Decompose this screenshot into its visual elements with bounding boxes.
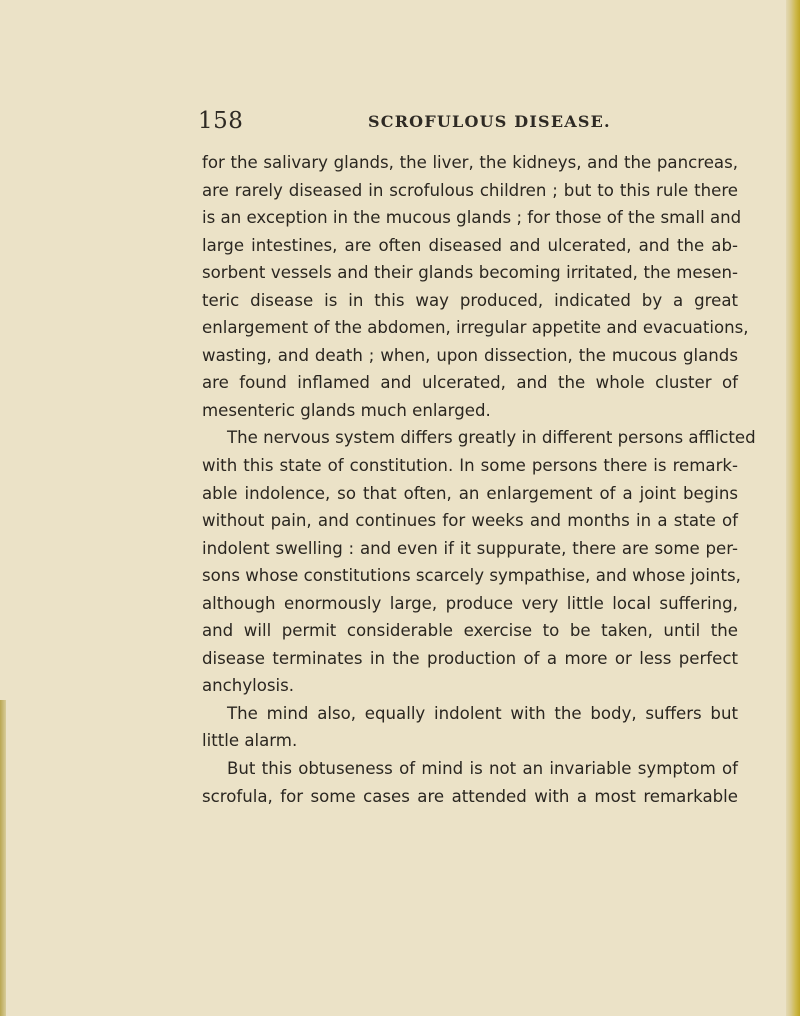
text-line: The nervous system differs greatly in different persons afflicted: [227, 428, 756, 448]
text-line: indolent swelling : and even if it suppurate, there are some per-: [202, 538, 738, 558]
text-line: anchylosis.: [202, 676, 295, 696]
text-line: able indolence, so that often, an enlargement of a joint begins: [202, 483, 738, 503]
paragraph: [202, 755, 738, 810]
text-line: little alarm.: [202, 731, 298, 751]
paragraph: [202, 700, 738, 755]
page-number: 158: [198, 108, 244, 134]
text-line: disease terminates in the production of a more or less perfect: [202, 648, 738, 668]
text-line: The mind also, equally indolent with the body, suffers but: [227, 703, 738, 723]
text-line: although enormously large, produce very little local suffering,: [202, 593, 738, 613]
text-line: But this obtuseness of mind is not an invariable symptom of: [227, 759, 738, 779]
text-line: without pain, and continues for weeks and months in a state of: [202, 511, 738, 531]
text-line: is an exception in the mucous glands ; for those of the small and: [202, 208, 742, 228]
text-line: sons whose constitutions scarcely sympathise, and whose joints,: [202, 566, 741, 586]
text-line: sorbent vessels and their glands becoming irritated, the mesen-: [202, 263, 738, 283]
text-line: enlargement of the abdomen, irregular appetite and evacuations,: [202, 318, 749, 338]
text-line: and will permit considerable exercise to be taken, until the: [202, 621, 738, 641]
text-line: with this state of constitution. In some persons there is remark-: [202, 456, 738, 476]
body-text: [202, 149, 756, 810]
text-line: mesenteric glands much enlarged.: [202, 400, 491, 420]
text-line: teric disease is in this way produced, indicated by a great: [202, 290, 738, 310]
text-line: for the salivary glands, the liver, the kidneys, and the pancreas,: [202, 153, 738, 172]
running-head: [198, 106, 738, 136]
text-line: are rarely diseased in scrofulous children ; but to this rule there: [202, 180, 738, 200]
page-edge-right: [786, 0, 800, 1016]
text-line: scrofula, for some cases are attended with a most remarkable: [202, 786, 738, 806]
text-line: are found inflamed and ulcerated, and the whole cluster of: [202, 373, 738, 393]
paragraph: [202, 149, 749, 424]
text-line: wasting, and death ; when, upon dissection, the mucous glands: [202, 345, 738, 365]
running-title: SCROFULOUS DISEASE.: [368, 112, 611, 131]
page-edge-left: [0, 700, 6, 1016]
text-line: large intestines, are often diseased and ulcerated, and the ab-: [202, 235, 738, 255]
paragraph: [202, 424, 756, 699]
